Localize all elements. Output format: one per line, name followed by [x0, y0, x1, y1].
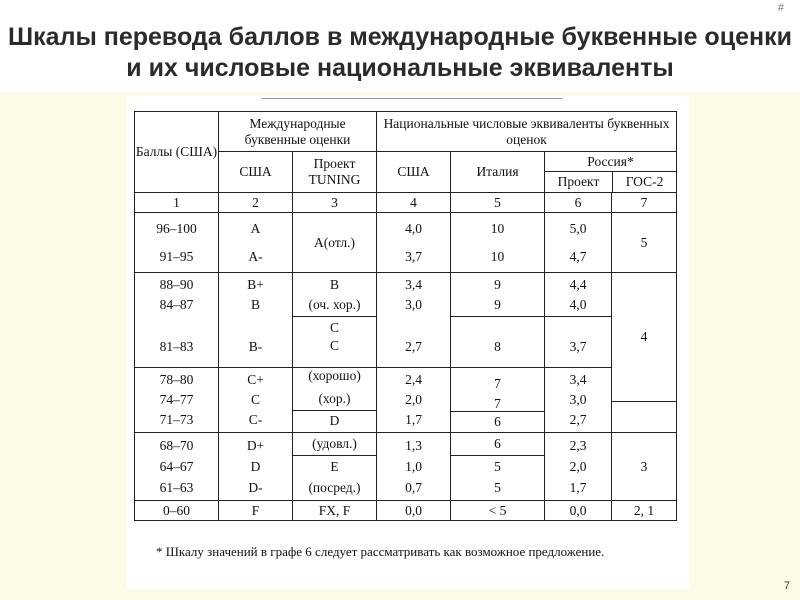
italy-value: 6: [494, 414, 501, 429]
letter-grade: A: [250, 220, 261, 236]
column-number: 5: [451, 193, 545, 213]
table-row-group-c: [135, 368, 677, 433]
cropped-caption-edge: [262, 98, 562, 105]
tuning-grade-label: (хорошо): [308, 368, 361, 383]
tuning-grade: C: [329, 338, 339, 353]
italy-value: 5: [494, 459, 501, 474]
project-cell: [545, 273, 612, 368]
gos-value: 2, 1: [612, 501, 677, 521]
usa-value: 0,7: [405, 480, 422, 495]
header-intl: Международные буквенные оценки: [219, 112, 377, 152]
score-range: 84–87: [159, 297, 194, 312]
usa-value: 2,0: [405, 392, 422, 407]
project-value: 4,7: [569, 248, 587, 264]
italy-value: < 5: [451, 501, 545, 521]
header-italy: Италия: [451, 152, 545, 193]
slide-title-line-2: и их числовые национальные эквиваленты: [126, 54, 674, 82]
footnote: * Шкалу значений в графе 6 следует рассматривать как возможное предложение.: [156, 544, 605, 559]
usa-cell: [377, 273, 451, 368]
tuning-grade: FX, F: [293, 501, 377, 521]
gos-cell: 5: [612, 213, 677, 273]
letter-grade: F: [219, 501, 293, 521]
letter-grade: C: [250, 392, 260, 407]
score-range: 64–67: [159, 459, 194, 474]
score-range: 81–83: [159, 339, 194, 354]
italy-cell: [451, 433, 545, 501]
italy-value: 10: [490, 248, 505, 264]
column-number: 3: [293, 193, 377, 213]
project-value: 5,0: [569, 220, 587, 236]
letter-grade: B-: [248, 339, 263, 354]
project-value: 0,0: [545, 501, 612, 521]
score-range: 74–77: [159, 392, 194, 407]
tuning-grade-label: (хор.): [318, 391, 351, 406]
italy-cell: [451, 213, 545, 273]
column-number: 4: [377, 193, 451, 213]
project-value: 2,0: [569, 459, 587, 474]
italy-value: 9: [494, 277, 501, 292]
letters-cell: [219, 368, 293, 433]
column-number: 1: [135, 193, 219, 213]
tuning-grade-label: (оч. хор.): [308, 297, 361, 312]
tuning-grade: E: [330, 459, 339, 474]
score-range: 71–73: [159, 412, 194, 427]
column-number-row: [135, 193, 677, 213]
project-cell: [545, 368, 612, 433]
corner-mark: #: [777, 2, 784, 14]
scores-cell: [135, 273, 219, 368]
italy-value: 10: [490, 220, 505, 236]
usa-value: 2,7: [405, 339, 422, 354]
letter-grade: C-: [248, 412, 263, 427]
letter-grade: D+: [246, 438, 265, 453]
project-cell: [545, 213, 612, 273]
tuning-grade: D: [329, 413, 340, 428]
header-scores: Баллы (США): [135, 112, 219, 193]
italy-value: 8: [494, 339, 501, 354]
header-gos: ГОС-2: [625, 174, 664, 189]
usa-value: 3,4: [405, 277, 422, 292]
project-value: 2,7: [569, 412, 587, 427]
score-range: 91–95: [159, 248, 194, 264]
score-range: 61–63: [159, 480, 194, 495]
table-row-f: [135, 501, 677, 521]
header-usa-numeric: США: [377, 152, 451, 193]
slide-title-line-1: Шкалы перевода баллов в международные буквенные оценки: [8, 23, 792, 51]
italy-value: 9: [494, 297, 501, 312]
usa-value: 1,7: [405, 412, 422, 427]
letter-grade: D: [250, 459, 261, 474]
scores-cell: [135, 433, 219, 501]
letters-cell: [219, 213, 293, 273]
score-range: 0–60: [135, 501, 219, 521]
column-number: 7: [612, 193, 677, 213]
project-value: 3,4: [569, 372, 587, 387]
header-national: Национальные числовые эквиваленты буквенных оценок: [377, 112, 677, 152]
gos-cell: [612, 273, 677, 433]
letter-grade: B+: [247, 277, 264, 292]
usa-value: 2,4: [405, 372, 422, 387]
column-number: 6: [545, 193, 612, 213]
letter-grade: C+: [247, 372, 264, 387]
italy-value: 7: [494, 396, 501, 411]
gos-value: 4: [612, 273, 676, 402]
tuning-grade-label: (удовл.): [312, 436, 357, 451]
table-row-group-b: [135, 273, 677, 368]
table-row-group-d: [135, 433, 677, 501]
italy-value: 5: [494, 480, 501, 495]
project-value: 3,0: [569, 392, 587, 407]
usa-cell: [377, 433, 451, 501]
letters-cell: [219, 433, 293, 501]
score-range: 78–80: [159, 372, 194, 387]
usa-value: 4,0: [405, 220, 422, 236]
tuning-cell: [293, 433, 377, 501]
project-value: 3,7: [569, 339, 587, 354]
usa-value: 1,3: [405, 438, 422, 453]
tuning-cell: [293, 213, 377, 273]
score-range: 88–90: [159, 277, 194, 292]
score-range: 96–100: [156, 220, 197, 236]
grade-conversion-table: [134, 111, 677, 521]
header-project: Проект: [545, 172, 613, 192]
project-value: 4,4: [569, 277, 587, 292]
score-range: 68–70: [159, 438, 194, 453]
tuning-grade: A(отл.): [314, 234, 355, 250]
scores-cell: [135, 368, 219, 433]
tuning-grade: B: [329, 277, 339, 292]
usa-cell: [377, 368, 451, 433]
page-number: 7: [783, 580, 790, 592]
project-cell: [545, 433, 612, 501]
usa-value: 1,0: [405, 459, 422, 474]
letter-grade: B: [250, 297, 260, 312]
italy-value: 6: [494, 436, 501, 451]
italy-cell: [451, 368, 545, 433]
tuning-grade-label: (посред.): [308, 480, 361, 495]
letter-grade: A-: [248, 248, 263, 264]
italy-value: 7: [494, 376, 501, 391]
tuning-cell: [293, 368, 377, 433]
gos-cell: 3: [612, 433, 677, 501]
slide-title: [0, 22, 800, 84]
usa-value: 3,7: [405, 248, 422, 264]
tuning-grade: C: [329, 320, 339, 335]
letter-grade: D-: [248, 480, 263, 495]
table-row-group-a: [135, 213, 677, 273]
italy-cell: [451, 273, 545, 368]
usa-cell: [377, 213, 451, 273]
project-value: 2,3: [569, 438, 587, 453]
project-value: 4,0: [569, 297, 587, 312]
usa-value: 3,0: [405, 297, 422, 312]
column-number: 2: [219, 193, 293, 213]
header-russia: Россия*: [545, 152, 676, 172]
header-tuning: Проект TUNING: [293, 152, 377, 193]
tuning-cell: [293, 273, 377, 368]
scores-cell: [135, 213, 219, 273]
letters-cell: [219, 273, 293, 368]
header-usa-letter: США: [219, 152, 293, 193]
usa-value: 0,0: [377, 501, 451, 521]
project-value: 1,7: [569, 480, 587, 495]
